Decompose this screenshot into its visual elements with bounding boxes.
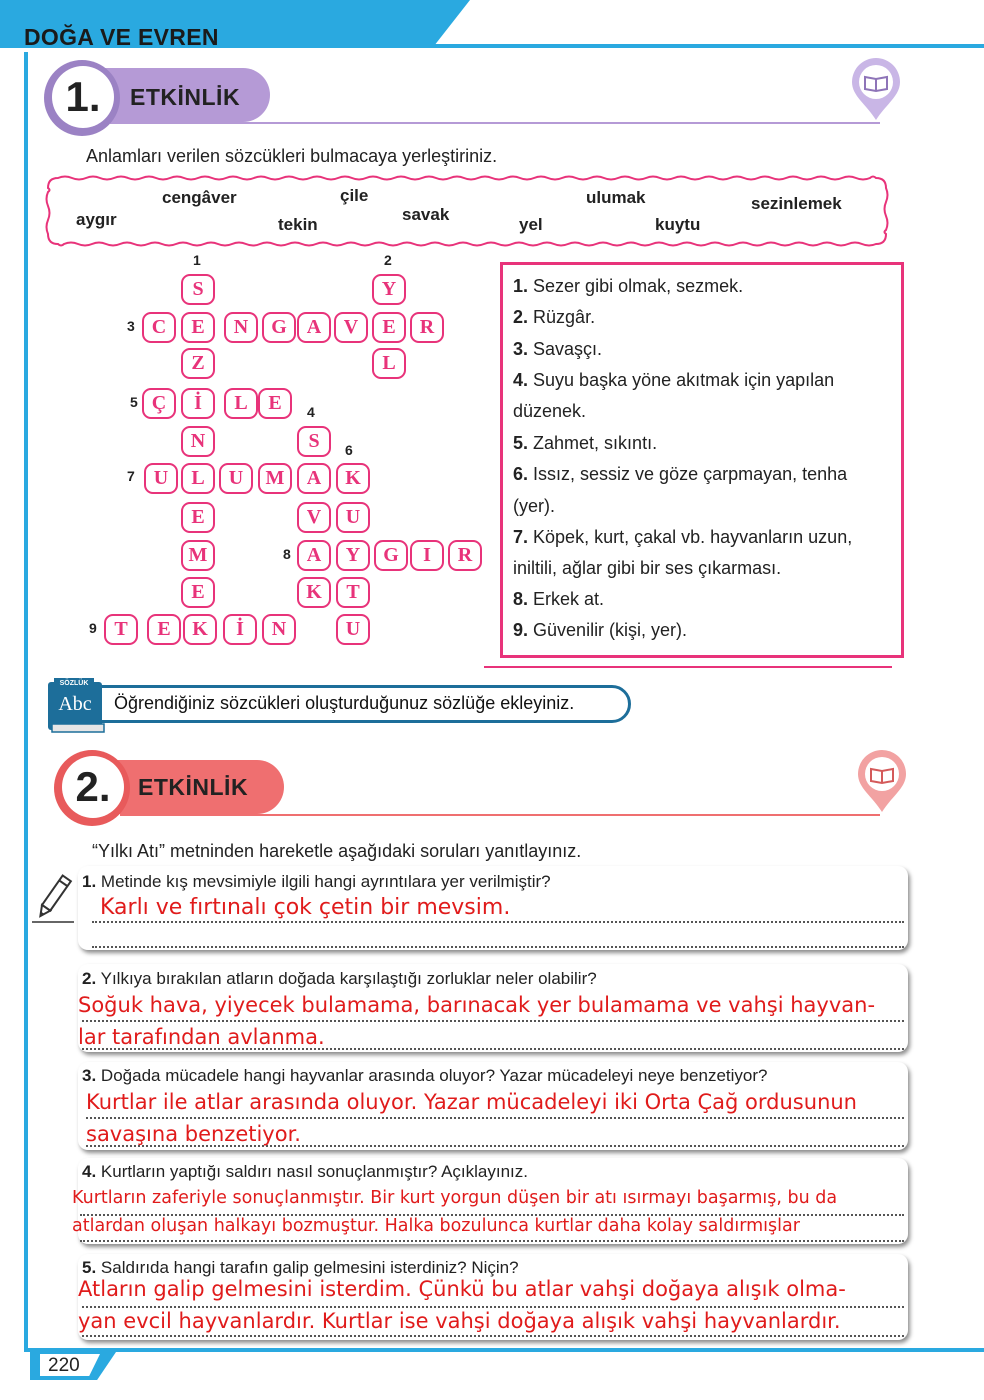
clue-line: düzenek. xyxy=(513,401,587,421)
dictionary-book-label: Abc xyxy=(58,693,92,715)
crossword-cell[interactable]: A xyxy=(297,463,331,494)
crossword-cell[interactable]: E xyxy=(181,577,215,608)
clue-line: 3. Savaşçı. xyxy=(513,339,603,359)
crossword-cell[interactable]: E xyxy=(372,312,406,343)
crossword-cell[interactable]: N xyxy=(224,312,258,343)
clue-line: (yer). xyxy=(513,496,555,516)
crossword-cell[interactable]: İ xyxy=(181,388,215,419)
book-pin-icon xyxy=(854,748,910,814)
crossword-cell[interactable]: N xyxy=(181,426,215,457)
activity2-instruction: “Yılkı Atı” metninden hareketle aşağıdaki soruları yanıtlayınız. xyxy=(92,841,582,861)
answer-dotted-line xyxy=(86,1145,904,1147)
crossword-cell[interactable]: L xyxy=(372,348,406,379)
book-pin-icon xyxy=(848,56,904,122)
answer-dotted-line xyxy=(92,921,904,923)
crossword-cell[interactable]: S xyxy=(181,274,215,305)
activity2-number: 2. xyxy=(62,756,124,818)
crossword-cell[interactable]: E xyxy=(181,312,215,343)
clue-line: 9. Güvenilir (kişi, yer). xyxy=(513,620,688,640)
answer-3-line-1[interactable]: Kurtlar ile atlar arasında oluyor. Yazar mücadeleyi iki Orta Çağ ordusunun xyxy=(86,1090,857,1114)
crossword-cell[interactable]: V xyxy=(334,312,368,343)
crossword-cell[interactable]: Ç xyxy=(142,388,176,419)
crossword-cell[interactable]: I xyxy=(410,540,444,571)
bank-word-tekin: tekin xyxy=(278,215,318,234)
answer-dotted-line xyxy=(82,1306,904,1308)
crossword-cell[interactable]: Z xyxy=(181,348,215,379)
question-2-text: 2. Yılkıya bırakılan atların doğada karşılaştığı zorluklar neler olabilir? xyxy=(82,969,597,988)
answer-dotted-line xyxy=(82,1020,904,1022)
bank-word-sezinlemek: sezinlemek xyxy=(751,194,842,213)
question-1-text: 1. Metinde kış mevsimiyle ilgili hangi ayrıntılara yer verilmiştir? xyxy=(82,872,551,891)
header-rule xyxy=(430,44,984,48)
crossword-cell[interactable]: L xyxy=(181,463,215,494)
crossword-cell[interactable]: K xyxy=(297,577,331,608)
crossword-cell[interactable]: G xyxy=(262,312,296,343)
crossword-cell[interactable]: Y xyxy=(336,540,370,571)
crossword-cell[interactable]: K xyxy=(336,463,370,494)
clues-underline xyxy=(484,666,892,668)
left-rail xyxy=(24,52,28,1350)
crossword-cell[interactable]: E xyxy=(258,388,292,419)
answer-dotted-line xyxy=(82,1048,904,1050)
clue-line: 6. Issız, sessiz ve göze çarpmayan, tenha xyxy=(513,464,848,484)
bank-word-kuytu: kuytu xyxy=(655,215,701,234)
answer-2-line-2[interactable]: lar tarafından avlanma. xyxy=(78,1025,325,1049)
activity1-label: ETKİNLİK xyxy=(130,84,241,110)
crossword-number: 5 xyxy=(130,394,138,410)
activity1-instruction: Anlamları verilen sözcükleri bulmacaya yerleştiriniz. xyxy=(86,146,498,166)
crossword-number: 9 xyxy=(89,620,97,636)
bank-word-ulumak: ulumak xyxy=(586,188,646,207)
crossword-cell[interactable]: A xyxy=(297,312,331,343)
answer-dotted-line xyxy=(92,946,904,948)
answer-2-line-1[interactable]: Soğuk hava, yiyecek bulamama, barınacak yer bulamama ve vahşi hayvan- xyxy=(78,993,876,1017)
activity1-underline xyxy=(110,122,880,124)
crossword-cell[interactable]: T xyxy=(336,577,370,608)
crossword-cell[interactable]: A xyxy=(297,540,331,571)
unit-title: DOĞA VE EVREN xyxy=(24,24,219,50)
bank-word-savak: savak xyxy=(402,205,450,224)
footer-rule xyxy=(24,1348,984,1352)
crossword-cell[interactable]: K xyxy=(183,614,217,645)
answer-5-line-1[interactable]: Atların galip gelmesini isterdim. Çünkü bu atlar vahşi doğaya alışık olma- xyxy=(78,1277,846,1301)
question-3-text: 3. Doğada mücadele hangi hayvanlar arasında oluyor? Yazar mücadeleyi neye benzetiyor? xyxy=(82,1066,768,1085)
crossword-number: 6 xyxy=(345,442,353,458)
answer-4-line-2[interactable]: atlardan oluşan halkayı bozmuştur. Halka bozulunca kurtlar daha kolay saldırmışlar xyxy=(72,1216,800,1236)
crossword-cell[interactable]: T xyxy=(104,614,138,645)
clue-line: 2. Rüzgâr. xyxy=(513,307,596,327)
crossword-cell[interactable]: U xyxy=(336,614,370,645)
crossword-cell[interactable]: U xyxy=(219,463,253,494)
crossword-cell[interactable]: M xyxy=(258,463,292,494)
answer-1-line-1[interactable]: Karlı ve fırtınalı çok çetin bir mevsim. xyxy=(100,895,511,920)
answer-dotted-line xyxy=(80,1240,904,1242)
crossword-number: 2 xyxy=(384,252,392,268)
activity1-number: 1. xyxy=(52,66,114,128)
question-5-text: 5. Saldırıda hangi tarafın galip gelmesini isterdiniz? Niçin? xyxy=(82,1258,519,1277)
crossword-number: 7 xyxy=(127,468,135,484)
bank-word-yel: yel xyxy=(519,215,543,234)
crossword-cell[interactable]: N xyxy=(262,614,296,645)
answer-dotted-line xyxy=(82,1335,904,1337)
crossword-cell[interactable]: S xyxy=(297,426,331,457)
pencil-icon xyxy=(30,872,76,924)
dictionary-note-text: Öğrendiğiniz sözcükleri oluşturduğunuz sözlüğe ekleyiniz. xyxy=(114,693,575,713)
crossword-cell[interactable]: M xyxy=(181,540,215,571)
clue-line: 8. Erkek at. xyxy=(513,589,605,609)
question-4-text: 4. Kurtların yaptığı saldırı nasıl sonuçlanmıştır? Açıklayınız. xyxy=(82,1162,528,1181)
crossword-cell[interactable]: G xyxy=(374,540,408,571)
page-number: 220 xyxy=(48,1355,80,1376)
crossword-cell[interactable]: E xyxy=(147,614,181,645)
clue-line: 5. Zahmet, sıkıntı. xyxy=(513,433,658,453)
answer-5-line-2[interactable]: yan evcil hayvanlardır. Kurtlar ise vahşi doğaya alışık vahşi hayvanlardır. xyxy=(78,1309,841,1333)
bank-word-cengaver: cengâver xyxy=(162,188,237,207)
answer-dotted-line xyxy=(86,1117,904,1119)
crossword-number: 4 xyxy=(307,404,315,420)
answer-4-line-1[interactable]: Kurtların zaferiyle sonuçlanmıştır. Bir kurt yorgun düşen bir atı ısırmayı başarmış, bu da xyxy=(72,1188,838,1208)
crossword-cell[interactable]: E xyxy=(181,502,215,533)
clue-line: 4. Suyu başka yöne akıtmak için yapılan xyxy=(513,370,835,390)
activity2-label: ETKİNLİK xyxy=(138,774,249,800)
crossword-cell[interactable]: L xyxy=(224,388,258,419)
clue-line: iniltili, ağlar gibi bir ses çıkarması. xyxy=(513,558,782,578)
dictionary-book-icon xyxy=(44,676,108,736)
crossword-number: 8 xyxy=(283,546,291,562)
crossword-cell[interactable]: U xyxy=(144,463,178,494)
bank-word-cile: çile xyxy=(340,186,369,205)
clue-line: 7. Köpek, kurt, çakal vb. hayvanların uzun, xyxy=(513,527,853,547)
answer-3-line-2[interactable]: savaşına benzetiyor. xyxy=(86,1122,301,1146)
clue-line: 1. Sezer gibi olmak, sezmek. xyxy=(513,276,744,296)
crossword-cell[interactable]: Y xyxy=(372,274,406,305)
crossword-number: 1 xyxy=(193,252,201,268)
activity2-underline xyxy=(120,814,880,816)
dictionary-badge: SÖZLÜK xyxy=(59,680,89,687)
crossword-cell[interactable]: R xyxy=(410,312,444,343)
crossword-cell[interactable]: İ xyxy=(223,614,257,645)
crossword-number: 3 xyxy=(127,318,135,334)
crossword-cell[interactable]: U xyxy=(336,502,370,533)
crossword-cell[interactable]: C xyxy=(142,312,176,343)
crossword-cell[interactable]: R xyxy=(448,540,482,571)
bank-word-aygir: aygır xyxy=(76,210,117,229)
crossword-cell[interactable]: V xyxy=(297,502,331,533)
